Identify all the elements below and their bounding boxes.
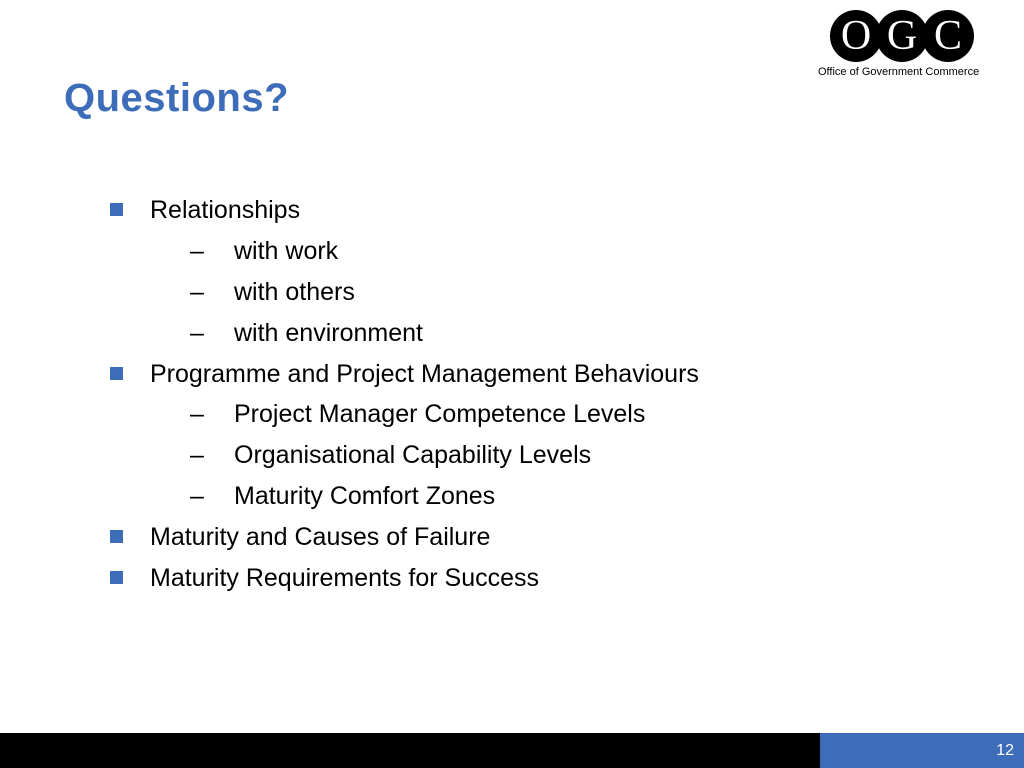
square-bullet-icon xyxy=(110,530,123,543)
square-bullet-icon xyxy=(110,367,123,380)
sub-bullet-item xyxy=(108,435,968,476)
sub-bullet-text: with environment xyxy=(234,318,423,347)
sub-bullet-text: with others xyxy=(234,277,355,306)
sub-bullet-item xyxy=(108,476,968,517)
bullet-text: Maturity Requirements for Success xyxy=(150,564,540,593)
bullet-item xyxy=(108,354,968,395)
bullet-item xyxy=(108,558,968,599)
dash-bullet-icon: – xyxy=(190,400,204,429)
logo-caption: Office of Government Commerce xyxy=(818,66,980,78)
bullet-list xyxy=(108,190,968,599)
dash-bullet-icon: – xyxy=(190,441,204,470)
bullet-text: Maturity and Causes of Failure xyxy=(150,523,491,552)
bullet-item xyxy=(108,517,968,558)
slide-title: Questions? xyxy=(64,76,290,120)
dash-bullet-icon: – xyxy=(190,236,204,265)
dash-bullet-icon: – xyxy=(190,482,204,511)
sub-bullet-text: Organisational Capability Levels xyxy=(234,441,592,470)
footer-accent-block xyxy=(820,733,1024,768)
sub-bullet-text: Maturity Comfort Zones xyxy=(234,482,496,511)
bullet-text: Programme and Project Management Behaviours xyxy=(150,359,699,388)
logo-letter-c: C xyxy=(922,10,974,62)
square-bullet-icon xyxy=(110,571,123,584)
footer-bar xyxy=(0,733,1024,768)
sub-bullet-item xyxy=(108,313,968,354)
sub-bullet-text: with work xyxy=(234,236,339,265)
ogc-logo xyxy=(818,8,988,80)
sub-bullet-item xyxy=(108,394,968,435)
logo-letter-o: O xyxy=(830,10,882,62)
dash-bullet-icon: – xyxy=(190,318,204,347)
page-number: 12 xyxy=(996,742,1014,759)
sub-bullet-item xyxy=(108,272,968,313)
bullet-item xyxy=(108,190,968,231)
sub-bullet-item xyxy=(108,231,968,272)
logo-circles xyxy=(830,10,974,62)
logo-letter-g: G xyxy=(876,10,928,62)
dash-bullet-icon: – xyxy=(190,277,204,306)
bullet-text: Relationships xyxy=(150,196,301,224)
square-bullet-icon xyxy=(110,203,123,216)
sub-bullet-text: Project Manager Competence Levels xyxy=(234,400,646,429)
